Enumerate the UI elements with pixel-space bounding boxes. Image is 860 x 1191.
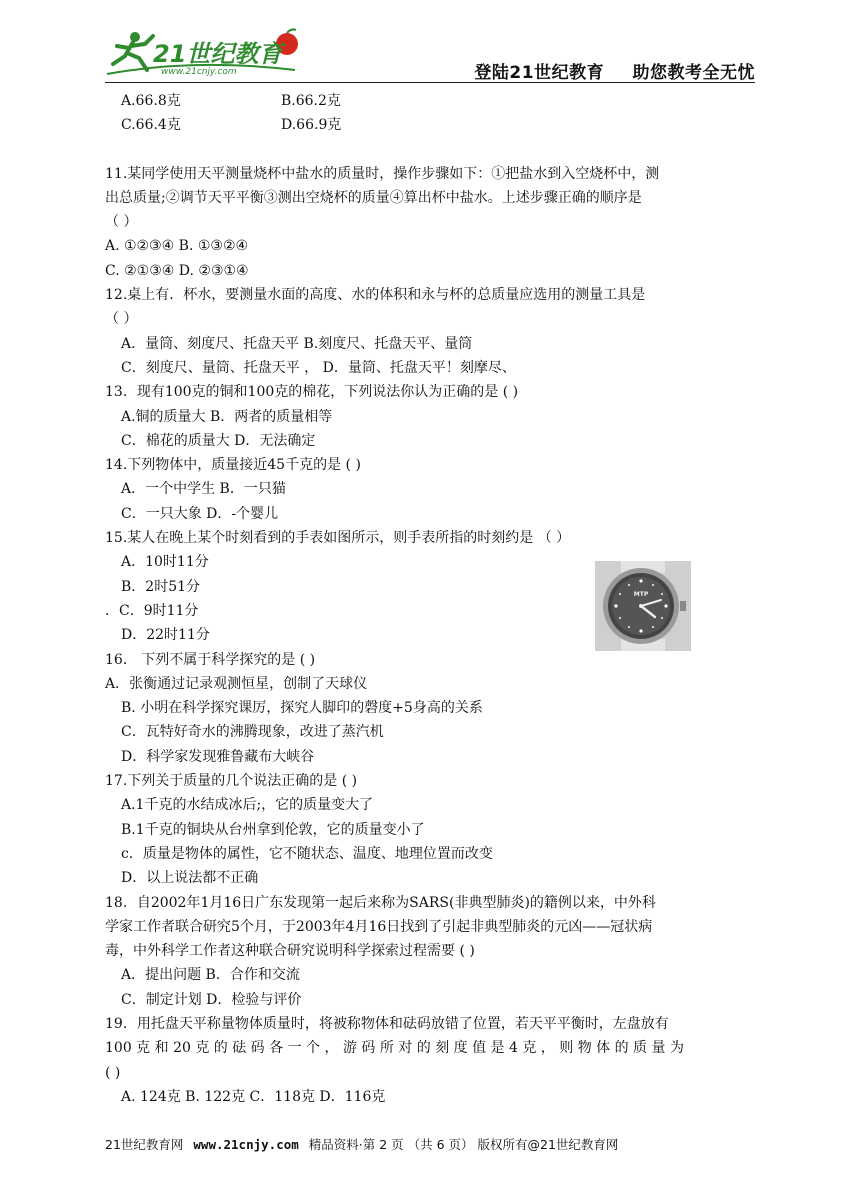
spacer <box>105 138 755 162</box>
q12-options-row1: A．量筒、刻度尺、托盘天平 B.刻度尺、托盘天平、量筒 <box>121 335 473 352</box>
q14-options-row1: A．一个中学生 B．一只猫 <box>121 481 286 498</box>
q11-options-row2: C. ②①③④ D. ②③①④ <box>105 262 249 279</box>
q16-stem: 16． 下列不属于科学探究的是 ( ) <box>105 651 316 668</box>
logo-url: www.21cnjy.com <box>161 67 237 77</box>
q18-stem-3: 毒，中外科学工作者这种联合研究说明科学探索过程需要 ( ) <box>105 943 475 960</box>
q17-option-d: D．以上说法都不正确 <box>121 870 259 887</box>
q16-option-c: C．瓦特好奇水的沸腾现象，改进了蒸汽机 <box>121 724 384 741</box>
slogan-left: 登陆21世纪教育 <box>474 63 605 83</box>
q11-stem-1: 11.某同学使用天平测量烧杯中盐水的质量时，操作步骤如下：①把盐水到入空烧杯中，测 <box>105 165 660 182</box>
q17-option-c: c．质量是物体的属性，它不随状态、温度、地理位置而改变 <box>121 845 493 862</box>
logo-graphic <box>105 28 320 78</box>
q11-blank: （ ） <box>105 214 138 231</box>
logo-title: 21世纪教育 <box>153 40 283 68</box>
q13-options-row1: A.铜的质量大 B．两者的质量相等 <box>121 408 333 425</box>
q17-option-a: A.1千克的水结成冰后;，它的质量变大了 <box>121 797 374 814</box>
q18-stem-2: 学家工作者联合研究5个月，于2003年4月16日找到了引起非典型肺炎的元凶——冠状病 <box>105 918 653 935</box>
q14-stem: 14.下列物体中，质量接近45千克的是 ( ) <box>105 457 361 474</box>
q11-stem-2: 出总质量;②调节天平平衡③测出空烧杯的质量④算出杯中盐水。上述步骤正确的顺序是 <box>105 189 642 206</box>
q15-option-d: D．22时11分 <box>121 627 210 644</box>
q10-option-b: B.66.2克 <box>281 93 341 109</box>
q14-options-row2: C．一只大象 D．-个婴儿 <box>121 505 279 522</box>
watch-figure <box>595 561 691 651</box>
q16-option-d: D．科学家发现雅鲁藏布大峡谷 <box>121 748 315 765</box>
q17-stem: 17.下列关于质量的几个说法正确的是 ( ) <box>105 773 358 790</box>
header-slogan <box>474 58 755 83</box>
q10-options-row1 <box>105 89 755 113</box>
page-header <box>105 28 755 83</box>
q10-option-c: C.66.4克 <box>121 117 181 134</box>
q10-option-d: D.66.9克 <box>281 117 342 134</box>
page-footer <box>105 1135 755 1153</box>
q19-options: A. 124克 B. 122克 C．118克 D．116克 <box>121 1088 386 1105</box>
q18-options-row2: C．制定计划 D．检验与评价 <box>121 991 302 1008</box>
q18-stem-1: 18．自2002年1月16日广东发现第一起后来称为SARS(非典型肺炎)的籍例以来，中外科 <box>105 894 656 911</box>
slogan-right: 助您教考全无忧 <box>632 63 755 83</box>
header-rule <box>105 82 755 83</box>
q12-stem: 12.桌上有．杯水，要测量水面的高度、水的体积和永与杯的总质量应选用的测量工具是 <box>105 287 646 304</box>
q10-option-a: A.66.8克 <box>121 93 181 109</box>
watch-icon <box>595 561 691 651</box>
footer-url[interactable]: www.21cnjy.com <box>193 1137 299 1152</box>
q19-stem-1: 19．用托盘天平称量物体质量时，将被称物体和砝码放错了位置，若天平平衡时，左盘放有 <box>105 1015 669 1032</box>
q15-stem: 15.某人在晚上某个时刻看到的手表如图所示，则手表所指的时刻约是 （ ） <box>105 530 571 547</box>
q16-option-b: B. 小明在科学探究课厉，探究人脚印的磬度+5身高的关系 <box>121 700 483 717</box>
watch-brand: MTP <box>633 591 649 598</box>
q13-stem: 13．现有100克的铜和100克的棉花，下列说法你认为正确的是 ( ) <box>105 384 519 401</box>
logo <box>105 28 320 78</box>
q17-option-b: B.1千克的铜块从台州拿到伦敦，它的质量变小了 <box>121 821 425 838</box>
q16-option-a: A．张衡通过记录观测恒星，创制了天球仪 <box>105 675 368 692</box>
q19-stem-2: 100 克 和 20 克 的 砝 码 各 一 个 ， 游 码 所 对 的 刻 度 值 是 4 克 ， 则 物 体 的 质 量 为 <box>105 1040 684 1057</box>
q12-blank: （ ） <box>105 311 138 328</box>
q15-option-a: A．10时11分 <box>121 554 209 571</box>
q10-options-row2 <box>105 113 755 137</box>
q15-option-b: B．2时51分 <box>121 578 201 595</box>
footer-page-info: 精品资料·第 2 页 （共 6 页） 版权所有@21世纪教育网 <box>308 1137 619 1152</box>
q11-options-row1: A. ①②③④ B. ①③②④ <box>105 238 249 255</box>
q18-options-row1: A．提出问题 B．合作和交流 <box>121 967 300 984</box>
q13-options-row2: C．棉花的质量大 D．无法确定 <box>121 432 316 449</box>
q12-options-row2: C．刻度尺、量筒、托盘天平 ， D．量筒、托盘天平！刻摩尽、 <box>121 359 516 376</box>
footer-site: 21世纪教育网 <box>105 1137 184 1152</box>
q19-blank: ( ) <box>105 1064 121 1081</box>
q15-option-c: ．C．9时11分 <box>105 602 199 619</box>
